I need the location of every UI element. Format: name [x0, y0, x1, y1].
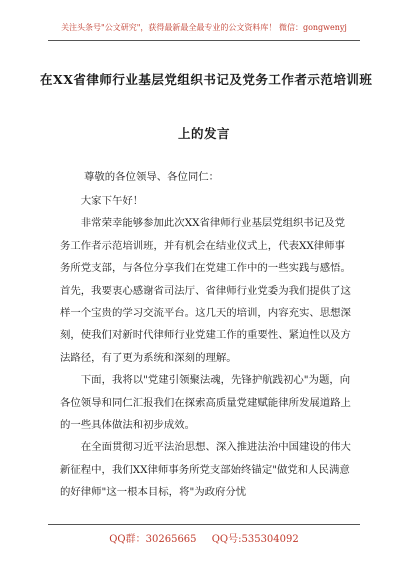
document-title: 在XX省律师行业基层党组织书记及党务工作者示范培训班: [40, 72, 373, 87]
footer: [0, 530, 408, 545]
footer-qq: QQ号:535304092: [211, 534, 299, 545]
footer-qq-group: QQ群：30265665: [109, 534, 197, 545]
greeting: 大家下午好！: [80, 195, 144, 207]
paragraph: 非常荣幸能够参加此次XX省律师行业基层党组织书记及党务工作者示范培训班，并有机会在结业仪式上，代表XX律师事务所党支部，与各位分享我们在党建工作中的一些实践与感悟。首先，我要衷心感谢省司法厅、省律师行业党委为我们提供了这样一个宝贵的学习交流平台。这几天的培训，内容充实、思想深刻，使我们对新时代律师行业党建工作的重要性、紧迫性以及方法路径，有了更为系统和深刻的理解。: [60, 217, 351, 364]
paragraph: 在全面贯彻习近平法治思想、深入推进法治中国建设的伟大新征程中，我们XX律师事务所党支部始终锚定"做党和人民满意的好律师"这一根本目标，将"为政府分忧: [60, 441, 351, 499]
footer-divider: [48, 524, 360, 525]
header-banner: 关注头条号"公文研究"，获得最新最全最专业的公文资料库！ 微信：gongwenyj: [61, 23, 347, 32]
document-body: [60, 190, 352, 504]
document-subtitle: 上的发言: [177, 126, 230, 141]
paragraph: 下面，我将以"党建引领聚法魂，先锋护航践初心"为题，向各位领导和同仁汇报我们在探索高质量党建赋能律所发展道路上的一些具体做法和初步成效。: [60, 374, 351, 432]
salutation: 尊敬的各位领导、各位同仁：: [84, 171, 220, 183]
header-divider: [48, 40, 360, 41]
